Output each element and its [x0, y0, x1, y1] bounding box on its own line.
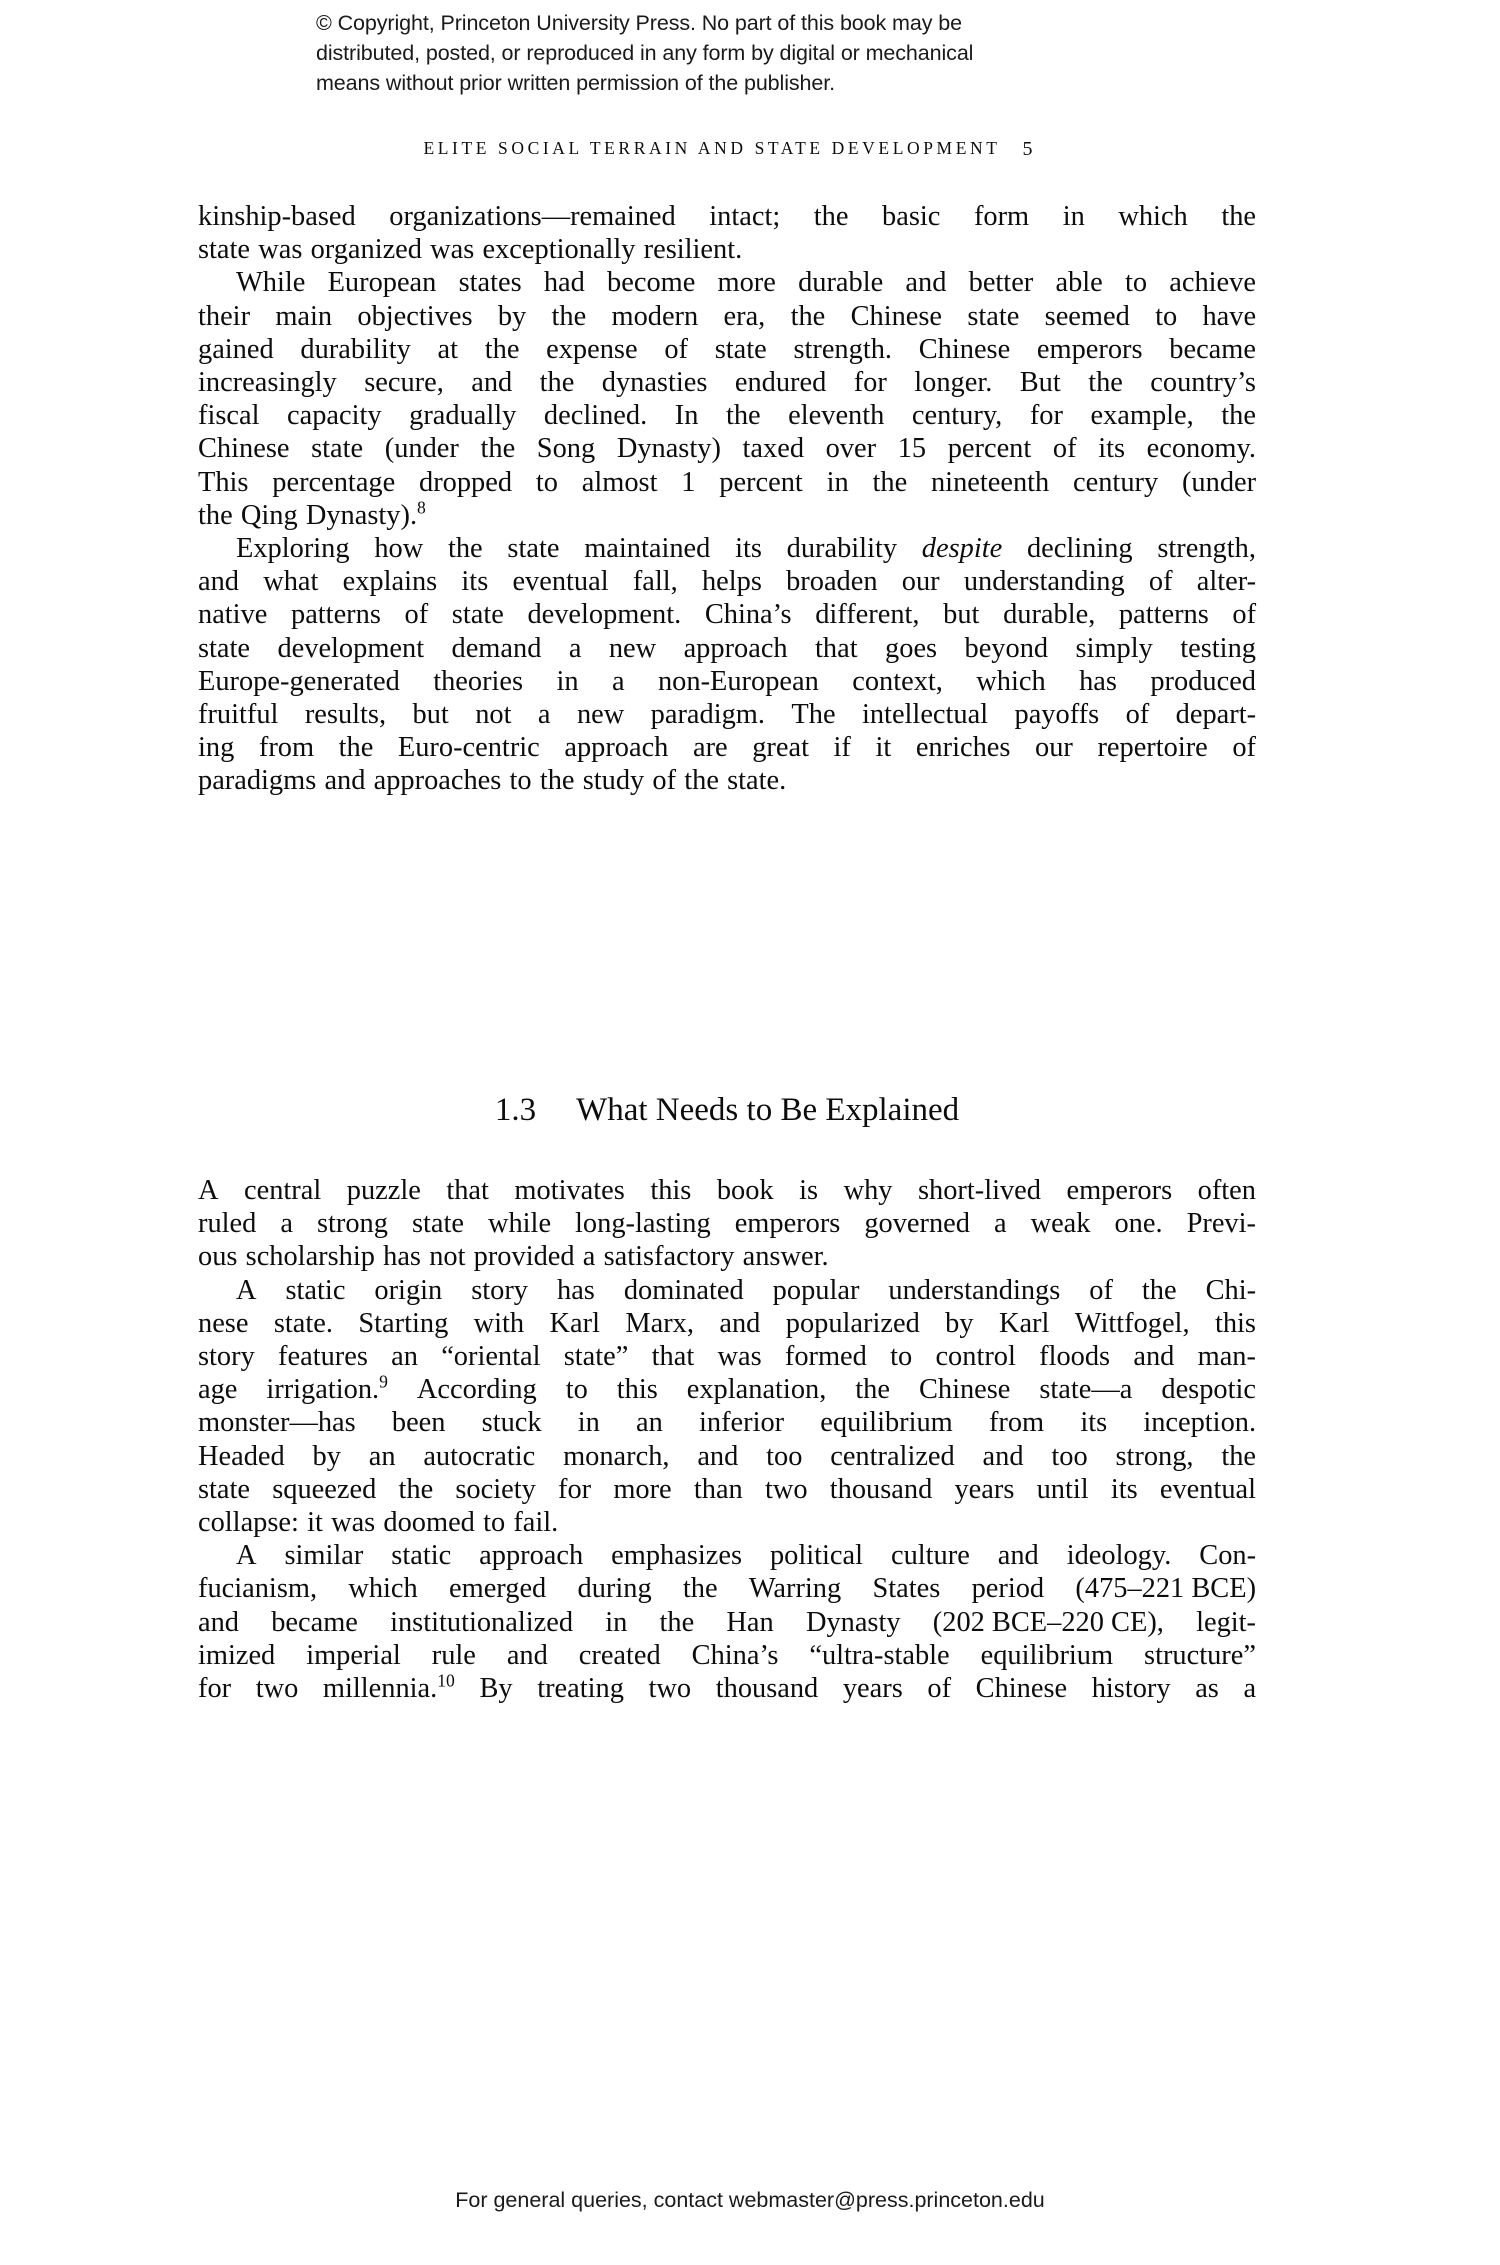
text-line: fucianism, which emerged during the Warring States period (475–221 BCE): [198, 1573, 1257, 1605]
copyright-line-1: © Copyright, Princeton University Press. No part of this book may be: [316, 11, 962, 35]
text-line: state was organized was exceptionally resilient.: [198, 234, 743, 266]
text-line: story features an “oriental state” that was formed to control floods and man-: [198, 1341, 1256, 1373]
paragraph-3: [198, 532, 1256, 798]
text-line: ing from the Euro-centric approach are great if it enriches our repertoire of: [198, 732, 1257, 764]
italic-word-despite: despite: [921, 533, 1003, 565]
text-line: paradigms and approaches to the study of the state.: [198, 765, 787, 797]
text-line: nese state. Starting with Karl Marx, and popularized by Karl Wittfogel, this: [198, 1307, 1256, 1339]
copyright-line-3: means without prior written permission of the publisher.: [316, 71, 836, 95]
text-line: age irrigation.$^9$ According to this explanation, the Chinese state—a despotic: [198, 1371, 1256, 1406]
text-column: [198, 200, 1256, 798]
running-head: [198, 136, 1258, 161]
text-column-lower: [198, 1174, 1256, 1705]
text-line: fiscal capacity gradually declined. In the eleventh century, for example, the: [198, 400, 1256, 432]
paragraph-2: [198, 266, 1256, 532]
text-line: state development demand a new approach that goes beyond simply testing: [198, 632, 1256, 664]
text-line: native patterns of state development. China’s different, but durable, patterns of: [198, 599, 1257, 631]
copyright-notice: [316, 8, 1196, 98]
paragraph-5: [198, 1274, 1256, 1540]
date-range-warring-states: 475–221 BCE: [1084, 1573, 1247, 1605]
text-line: their main objectives by the modern era, the Chinese state seemed to have: [198, 300, 1257, 332]
text-line: ruled a strong state while long-lasting emperors governed a weak one. Previ-: [198, 1208, 1256, 1240]
text-line: A static origin story has dominated popular understandings of the Chi-: [236, 1274, 1257, 1306]
text-line: state squeezed the society for more than two thousand years until its eventual: [198, 1473, 1257, 1505]
footer-contact-note: For general queries, contact webmaster@press.princeton.edu: [455, 2188, 1045, 2212]
text-line: Chinese state (under the Song Dynasty) taxed over 15 percent of its economy.: [198, 433, 1256, 465]
text-line: Exploring how the state maintained its durability despite declining strength,: [236, 533, 1256, 565]
text-line: imized imperial rule and created China’s “ultra-stable equilibrium structure”: [198, 1639, 1256, 1671]
text-line: kinship-based organizations—remained intact; the basic form in which the: [198, 201, 1256, 232]
section-heading: [198, 1090, 1256, 1130]
text-line: monster—has been stuck in an inferior equilibrium from its inception.: [198, 1407, 1257, 1439]
text-line: collapse: it was doomed to fail.: [198, 1507, 559, 1539]
paragraph-4: [198, 1174, 1256, 1274]
footnote-marker-9: 9: [379, 1371, 388, 1392]
text-line: ous scholarship has not provided a satisfactory answer.: [198, 1241, 829, 1273]
text-line: Headed by an autocratic monarch, and too centralized and too strong, the: [198, 1440, 1257, 1472]
text-line: for two millennia.$^{10}$ By treating two thousand years of Chinese history as a: [198, 1670, 1257, 1705]
text-line: This percentage dropped to almost 1 percent in the nineteenth century (under: [198, 466, 1257, 498]
text-line: and became institutionalized in the Han Dynasty (202 BCE–220 CE), legit-: [198, 1606, 1256, 1638]
text-line: fruitful results, but not a new paradigm. The intellectual payoffs of depart-: [198, 699, 1257, 731]
paragraph-6: [198, 1539, 1256, 1705]
running-head-title: ELITE SOCIAL TERRAIN AND STATE DEVELOPMENT: [423, 138, 1001, 158]
footnote-marker-10: 10: [437, 1670, 455, 1691]
text-line: While European states had become more durable and better able to achieve: [236, 267, 1256, 299]
copyright-line-2: distributed, posted, or reproduced in any form by digital or mechanical: [316, 41, 974, 65]
footnote-marker-8: 8: [417, 497, 426, 518]
text-line: and what explains its eventual fall, helps broaden our understanding of alter-: [198, 566, 1257, 598]
paragraph-1: [198, 200, 1256, 266]
text-line: A central puzzle that motivates this book is why short-lived emperors often: [198, 1175, 1256, 1206]
text-line: increasingly secure, and the dynasties endured for longer. But the country’s: [198, 367, 1256, 399]
text-line: A similar static approach emphasizes political culture and ideology. Con-: [236, 1540, 1257, 1572]
section-title: What Needs to Be Explained: [576, 1092, 960, 1128]
section-number: 1.3: [494, 1092, 537, 1128]
page-number: 5: [1022, 138, 1033, 160]
text-line: gained durability at the expense of state strength. Chinese emperors became: [198, 333, 1256, 365]
text-line: the Qing Dynasty).$^8$: [198, 497, 426, 531]
text-line: Europe-generated theories in a non-European context, which has produced: [198, 665, 1256, 697]
date-range-han: 202 BCE–220 CE: [942, 1606, 1148, 1638]
